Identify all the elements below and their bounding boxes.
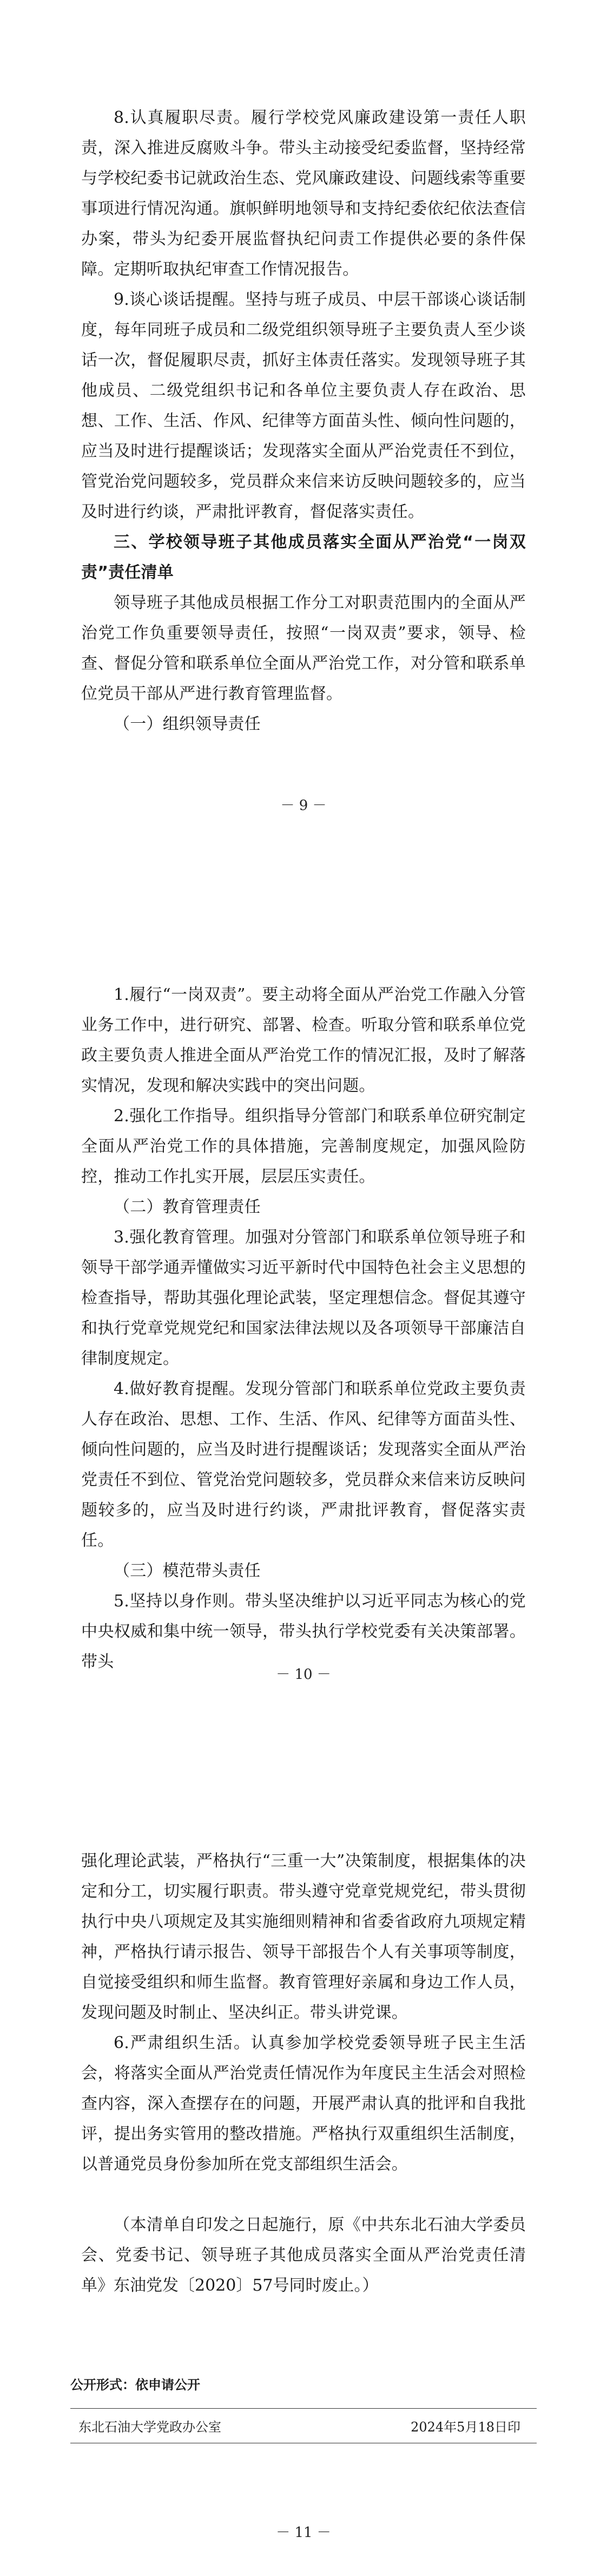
page-9-body [81,103,526,740]
paragraph-9-talk-reminder: 9.谈心谈话提醒。坚持与班子成员、中层干部谈心谈话制度，每年同班子成员和二级党组织领导班子主要负责人至少谈话一次，督促履职尽责，抓好主体责任落实。发现领导班子其他成员、二级党组织书记和各单位主要负责人存在政治、思想、工作、生活、作风、纪律等方面苗头性、倾向性问题的，应当及时进行提醒谈话；发现落实全面从严治党责任不到位，管党治党问题较多，党员群众来信来访反映问题较多的，应当及时进行约谈，严肃批评教育，督促落实责任。 [81,290,526,521]
effective-date-note: （本清单自印发之日起施行，原《中共东北石油大学委员会、党委书记、领导班子其他成员落实全面从严治党责任清单》东油党发〔2020〕57号同时废止。） [81,2215,526,2295]
spacer [81,2180,526,2210]
paragraph-5-continued: 强化理论武装，严格执行“三重一大”决策制度，根据集体的决定和分工，切实履行职责。带头遵守党章党规党纪，带头贯彻执行中央八项规定及其实施细则精神和省委省政府九项规定精神，严格执行请示报告、领导干部报告个人有关事项等制度，自觉接受组织和师生监督。教育管理好亲属和身边工作人员，发现问题及时制止、坚决纠正。带头讲党课。 [81,1852,526,2022]
paragraph-8-fulfill-duties: 8.认真履职尽责。履行学校党风廉政建设第一责任人职责，深入推进反腐败斗争。带头主动接受纪委监督，坚持经常与学校纪委书记就政治生态、党风廉政建设、问题线索等重要事项进行情况沟通。旗帜鲜明地领导和支持纪委依纪依法查信办案，带头为纪委开展监督执纪问责工作提供必要的条件保障。定期听取执纪审查工作情况报告。 [81,108,526,279]
subheading-organization-leadership: （一）组织领导责任 [114,715,261,734]
subheading-exemplary-leadership: （三）模范带头责任 [114,1561,261,1580]
paragraph-3-education-management: 3.强化教育管理。加强对分管部门和联系单位领导班子和领导干部学通弄懂做实习近平新时代中国特色社会主义思想的检查指导，帮助其强化理论武装，坚定理想信念。督促其遵守和执行党章党规党纪和国家法律法规以及各项领导干部廉洁自律制度规定。 [81,1228,526,1368]
page-number-11: － 11 － [276,2525,331,2541]
paragraph-4-education-reminder: 4.做好教育提醒。发现分管部门和联系单位党政主要负责人存在政治、思想、工作、生活、作风、纪律等方面苗头性、倾向性问题的，应当及时进行提醒谈话；发现落实全面从严治党责任不到位、管党治党问题较多，党员群众来信来访反映问题较多的，应当及时进行约谈，严肃批评教育，督促落实责任。 [81,1379,526,1550]
subheading-education-management: （二）教育管理责任 [114,1198,261,1217]
paragraph-1-dual-responsibility: 1.履行“一岗双责”。要主动将全面从严治党工作融入分管业务工作中，进行研究、部署、检查。听取分管和联系单位党政主要负责人推进全面从严治党工作的情况汇报，及时了解落实情况，发现和解决实践中的突出问题。 [81,985,526,1095]
page-10-body [81,980,526,1677]
page-10 [0,855,607,1716]
page-9 [0,0,607,855]
footer-top-rule [70,2408,537,2409]
page-11-body [81,1846,526,2301]
page-number-10: － 10 － [276,1666,331,1683]
paragraph-6-organization-life: 6.严肃组织生活。认真参加学校党委领导班子民主生活会，将落实全面从严治党责任情况作为年度民主生活会对照检查内容，深入查摆存在的问题，开展严肃认真的批评和自我批评，提出务实管用的整改措施。严格执行双重组织生活制度，以普通党员身份参加所在党支部组织生活会。 [81,2034,526,2174]
paragraph-2-work-guidance: 2.强化工作指导。组织指导分管部门和联系单位研究制定全面从严治党工作的具体措施，完善制度规定，加强风险防控，推动工作扎实开展，层层压实责任。 [81,1107,526,1186]
section-three-intro: 领导班子其他成员根据工作分工对职责范围内的全面从严治党工作负重要领导责任，按照“一岗双责”要求，领导、检查、督促分管和联系单位全面从严治党工作，对分管和联系单位党员干部从严进行教育管理监督。 [81,593,526,703]
print-date: 2024年5月18日印 [411,2420,520,2435]
disclosure-type: 公开形式：依申请公开 [70,2377,200,2392]
section-heading-three: 三、学校领导班子其他成员落实全面从严治党“一岗双责”责任清单 [81,533,526,582]
page-11 [0,1716,607,2576]
paragraph-5-lead-by-example: 5.坚持以身作则。带头坚决维护以习近平同志为核心的党中央权威和集中统一领导，带头执行学校党委有关决策部署。带头 [81,1592,526,1671]
issuing-office: 东北石油大学党政办公室 [78,2420,221,2435]
page-number-9: － 9 － [280,797,327,814]
